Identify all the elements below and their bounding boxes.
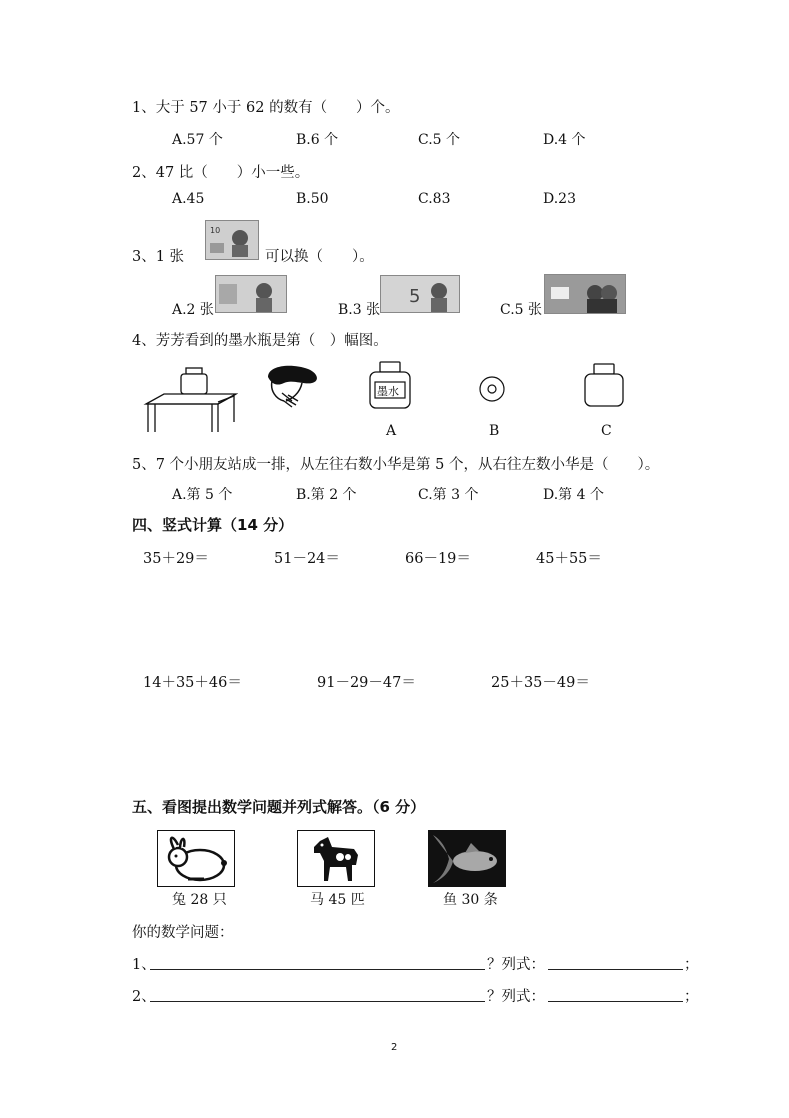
bottle-back-view-image [582,362,626,408]
line-2-formula-label: ？列式： [487,989,545,1005]
calc-7: 25＋35－49＝ [491,675,590,691]
q1-option-b: B.6 个 [296,132,339,148]
q3-option-a: A.2 张 [172,302,214,318]
line-1-question-blank[interactable] [150,969,485,970]
rabbit-image [157,830,235,887]
bottle-side-view-image [365,360,415,410]
q2-option-c: C.83 [418,191,451,207]
q2-option-d: D.23 [543,191,576,207]
svg-text:10: 10 [210,226,221,235]
q5-option-c: C.第 3 个 [418,487,479,503]
question-3-suffix: 可以换（ ）。 [265,249,374,265]
q4-label-b: B [489,423,500,439]
q4-label-c: C [601,423,612,439]
q5-option-d: D.第 4 个 [543,487,604,503]
calc-4: 45＋55＝ [536,551,602,567]
calc-3: 66－19＝ [405,551,471,567]
fish-image [428,830,506,887]
horse-caption: 马 45 匹 [310,892,365,908]
q1-option-d: D.4 个 [543,132,586,148]
five-yuan-note-image-b [380,275,460,313]
question-prompt: 你的数学问题： [132,925,234,941]
line-2-number: 2、 [132,989,156,1005]
section-5-title: 五、看图提出数学问题并列式解答。（6 分） [132,798,426,816]
table-with-bottle-image [142,366,238,436]
horse-image [297,830,375,887]
question-1: 1、大于 57 小于 62 的数有（ ）个。 [132,100,400,116]
line-2-end: ； [684,989,699,1005]
q2-option-b: B.50 [296,191,329,207]
calc-6: 91－29－47＝ [317,675,416,691]
question-4: 4、芳芳看到的墨水瓶是第（ ）幅图。 [132,333,388,349]
q3-option-b: B.3 张 [338,302,381,318]
fish-caption: 鱼 30 条 [443,892,498,908]
line-1-formula-label: ？列式： [487,957,545,973]
q1-option-c: C.5 个 [418,132,461,148]
five-yuan-note-image-a [215,275,287,313]
q4-label-a: A [386,423,397,439]
svg-text:5: 5 [409,286,421,307]
q3-option-c: C.5 张 [500,302,543,318]
line-2-formula-blank[interactable] [548,1001,683,1002]
q2-option-a: A.45 [172,191,205,207]
q5-option-a: A.第 5 个 [172,487,233,503]
q5-option-b: B.第 2 个 [296,487,357,503]
rabbit-caption: 兔 28 只 [172,892,227,908]
bottle-label: 墨水 [377,385,399,398]
question-3-prefix: 3、1 张 [132,249,185,265]
line-1-end: ； [684,957,699,973]
ten-yuan-note-image [205,220,259,260]
line-1-number: 1、 [132,957,156,973]
calc-1: 35＋29＝ [143,551,209,567]
bottle-top-view-image [478,375,506,403]
calc-2: 51－24＝ [274,551,340,567]
question-5: 5、7 个小朋友站成一排，从左往右数小华是第 5 个，从右往左数小华是（ ）。 [132,457,660,473]
girl-looking-down-image [262,363,324,409]
question-2: 2、47 比（ ）小一些。 [132,165,310,181]
calc-5: 14＋35＋46＝ [143,675,242,691]
two-yuan-note-image [544,274,626,314]
section-4-title: 四、竖式计算（14 分） [132,516,294,534]
q1-option-a: A.57 个 [172,132,223,148]
line-1-formula-blank[interactable] [548,969,683,970]
page-number: 2 [391,1042,398,1053]
line-2-question-blank[interactable] [150,1001,485,1002]
